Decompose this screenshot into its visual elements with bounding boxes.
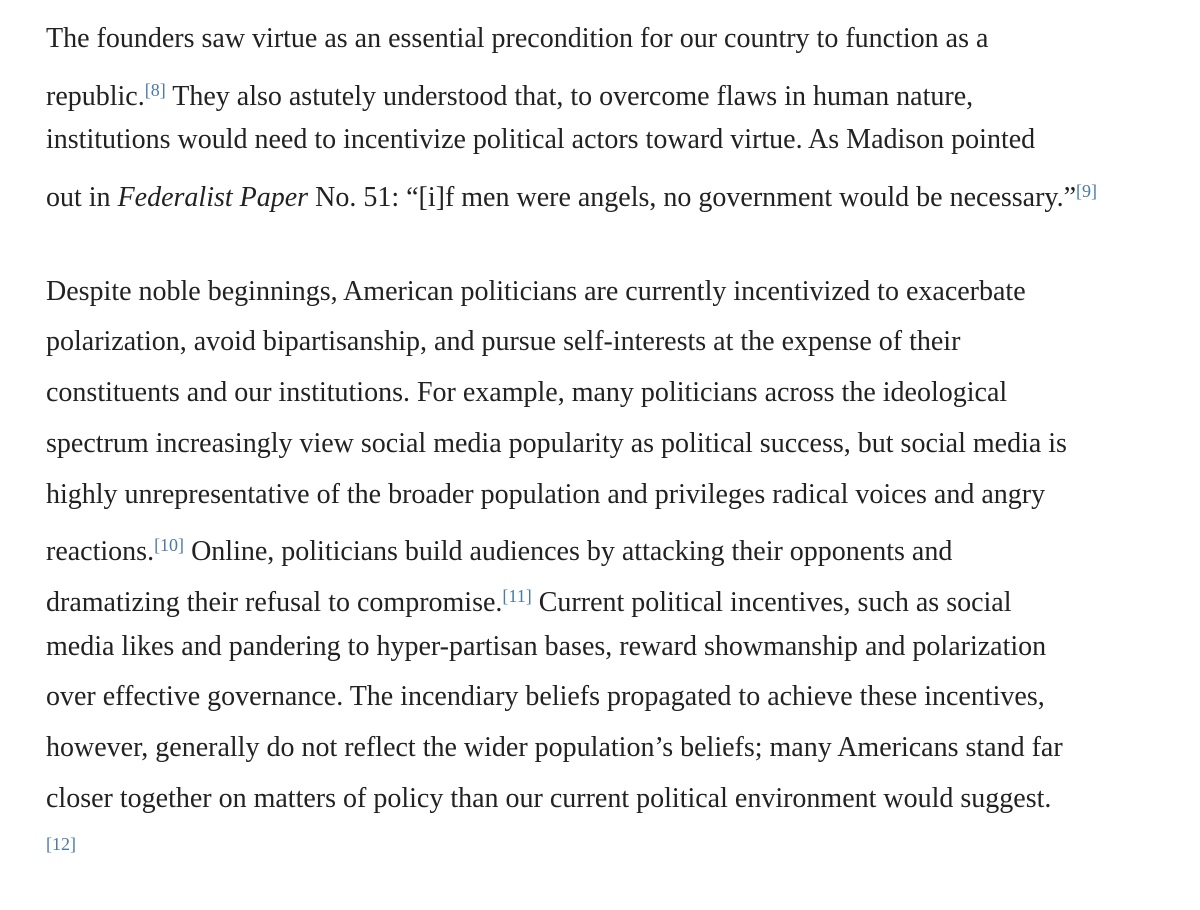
text: polarization, avoid bipartisanship, and pursue self-interests at the expense of their: [46, 326, 961, 358]
text: media likes and pandering to hyper-partisan bases, reward showmanship and polarization: [46, 630, 1047, 662]
text-line: [46, 368, 1097, 419]
text-line: [46, 65, 1097, 116]
text: republic.: [46, 80, 145, 112]
footnote-link-11[interactable]: [11]: [502, 585, 532, 606]
text: Current political incentives, such as social: [531, 586, 1012, 618]
text-line: [46, 470, 1097, 521]
text: constituents and our institutions. For example, many politicians across the ideological: [46, 377, 1008, 409]
text-line: [46, 774, 1097, 825]
paragraph-founders-virtue: [46, 14, 1097, 217]
text-line: [46, 14, 1097, 65]
text-line: [46, 672, 1097, 723]
paragraph-political-incentives: [46, 267, 1097, 865]
text-line: [46, 622, 1097, 673]
text: The founders saw virtue as an essential precondition for our country to function as a: [46, 23, 989, 54]
text: closer together on matters of policy than our current political environment would suggest.: [46, 782, 1052, 814]
footnote-link-8[interactable]: [8]: [144, 79, 166, 100]
text: Despite noble beginnings, American politicians are currently incentivized to exacerbate: [46, 275, 1026, 307]
text: over effective governance. The incendiary beliefs propagated to achieve these incentives,: [46, 681, 1045, 713]
text: institutions would need to incentivize political actors toward virtue. As Madison pointed: [46, 124, 1036, 156]
footnote-link-9[interactable]: [9]: [1076, 181, 1098, 202]
text-line: [46, 115, 1097, 166]
text-line: [46, 520, 1097, 571]
text: Online, politicians build audiences by attacking their opponents and: [184, 536, 953, 568]
text: out in: [46, 182, 118, 214]
text: No. 51: “[i]f men were angels, no government would be necessary.”: [308, 182, 1077, 214]
text: highly unrepresentative of the broader population and privileges radical voices and angry: [46, 478, 1046, 510]
footnote-link-10[interactable]: [10]: [154, 535, 185, 556]
footnote-link-12[interactable]: [12]: [46, 834, 76, 855]
text: They also astutely understood that, to overcome flaws in human nature,: [165, 80, 974, 112]
text-line: [46, 723, 1097, 774]
text: however, generally do not reflect the wider population’s beliefs; many Americans stand far: [46, 731, 1063, 763]
text: dramatizing their refusal to compromise.: [46, 586, 503, 618]
italic-title: Federalist Paper: [117, 182, 309, 214]
text: spectrum increasingly view social media popularity as political success, but social media is: [46, 427, 1067, 459]
text-line: [46, 166, 1097, 217]
text-line: [46, 419, 1097, 470]
text-line: [46, 267, 1097, 318]
text-line: [46, 571, 1097, 622]
article-body: [46, 14, 1097, 864]
text-line: [46, 317, 1097, 368]
text-line: [46, 824, 1097, 864]
text: reactions.: [46, 536, 155, 568]
